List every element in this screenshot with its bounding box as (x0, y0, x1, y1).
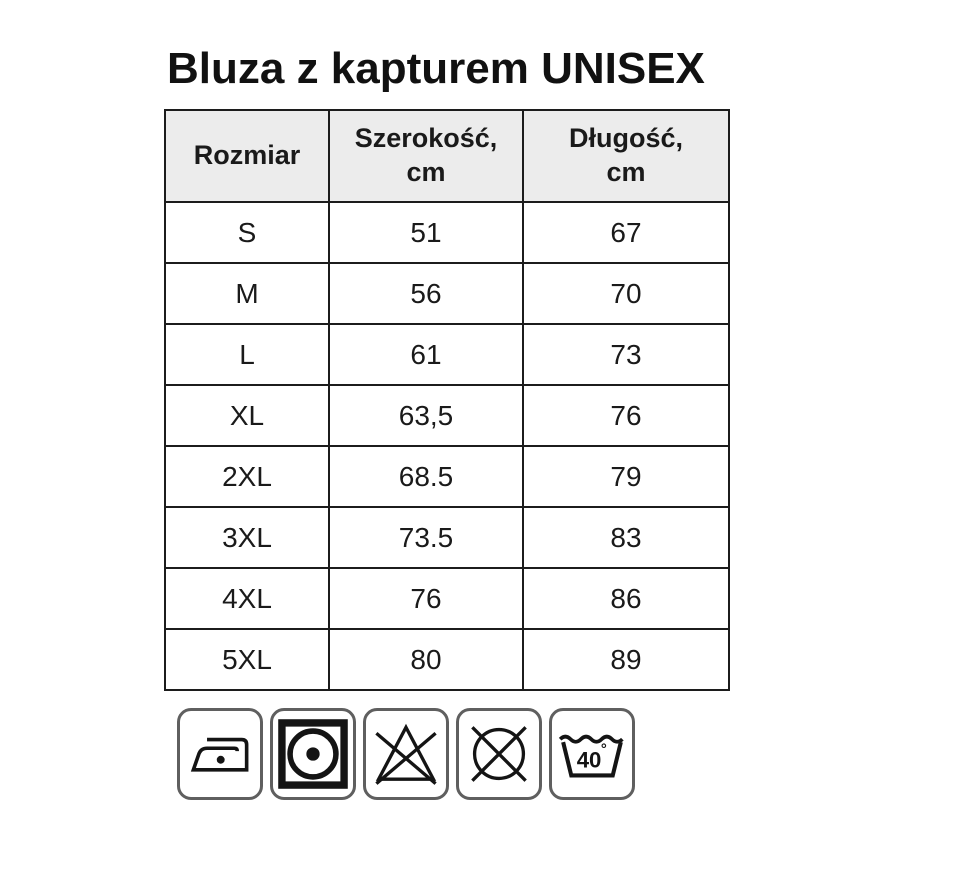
width-cell: 63,5 (329, 385, 523, 446)
table-header-row (165, 110, 729, 202)
do-not-dry-clean-icon (462, 715, 536, 793)
size-cell: M (165, 263, 329, 324)
wash-degree-label: ° (600, 742, 607, 758)
care-symbol-do-not-bleach (363, 708, 449, 800)
column-header-width (329, 110, 523, 202)
care-symbol-tumble-dry-low (270, 708, 356, 800)
table-row (165, 324, 729, 385)
column-header-line1: Rozmiar (193, 140, 301, 171)
size-chart-page (164, 44, 764, 800)
care-icons-row (177, 708, 764, 800)
width-cell: 76 (329, 568, 523, 629)
width-cell: 68.5 (329, 446, 523, 507)
wash-temp-label: 40 (576, 747, 602, 773)
tumble-dry-low-icon (276, 715, 350, 793)
length-cell: 79 (523, 446, 729, 507)
width-cell: 73.5 (329, 507, 523, 568)
table-row (165, 385, 729, 446)
width-cell: 56 (329, 263, 523, 324)
table-row (165, 446, 729, 507)
table-row (165, 202, 729, 263)
length-cell: 89 (523, 629, 729, 690)
page-title: Bluza z kapturem UNISEX (167, 44, 705, 93)
do-not-bleach-icon (369, 715, 443, 793)
iron-low-temp-icon (184, 716, 256, 792)
width-cell: 51 (329, 202, 523, 263)
size-table (164, 109, 730, 691)
length-cell: 76 (523, 385, 729, 446)
size-cell: 3XL (165, 507, 329, 568)
wash-40-degrees-icon (555, 715, 629, 793)
column-header-line2: cm (606, 157, 646, 187)
column-header-length (523, 110, 729, 202)
length-cell: 83 (523, 507, 729, 568)
length-cell: 67 (523, 202, 729, 263)
size-cell: XL (165, 385, 329, 446)
size-cell: 5XL (165, 629, 329, 690)
table-row (165, 507, 729, 568)
width-cell: 80 (329, 629, 523, 690)
column-header-line1: Szerokość, (354, 123, 498, 154)
care-symbol-do-not-dry-clean (456, 708, 542, 800)
length-cell: 70 (523, 263, 729, 324)
care-symbol-wash-40 (549, 708, 635, 800)
care-symbol-iron-low (177, 708, 263, 800)
column-header-size (165, 110, 329, 202)
table-row (165, 568, 729, 629)
length-cell: 73 (523, 324, 729, 385)
column-header-line2: cm (406, 157, 446, 187)
size-cell: S (165, 202, 329, 263)
table-row (165, 629, 729, 690)
length-cell: 86 (523, 568, 729, 629)
size-cell: 4XL (165, 568, 329, 629)
size-cell: 2XL (165, 446, 329, 507)
column-header-line1: Długość, (568, 123, 683, 154)
size-cell: L (165, 324, 329, 385)
table-row (165, 263, 729, 324)
width-cell: 61 (329, 324, 523, 385)
